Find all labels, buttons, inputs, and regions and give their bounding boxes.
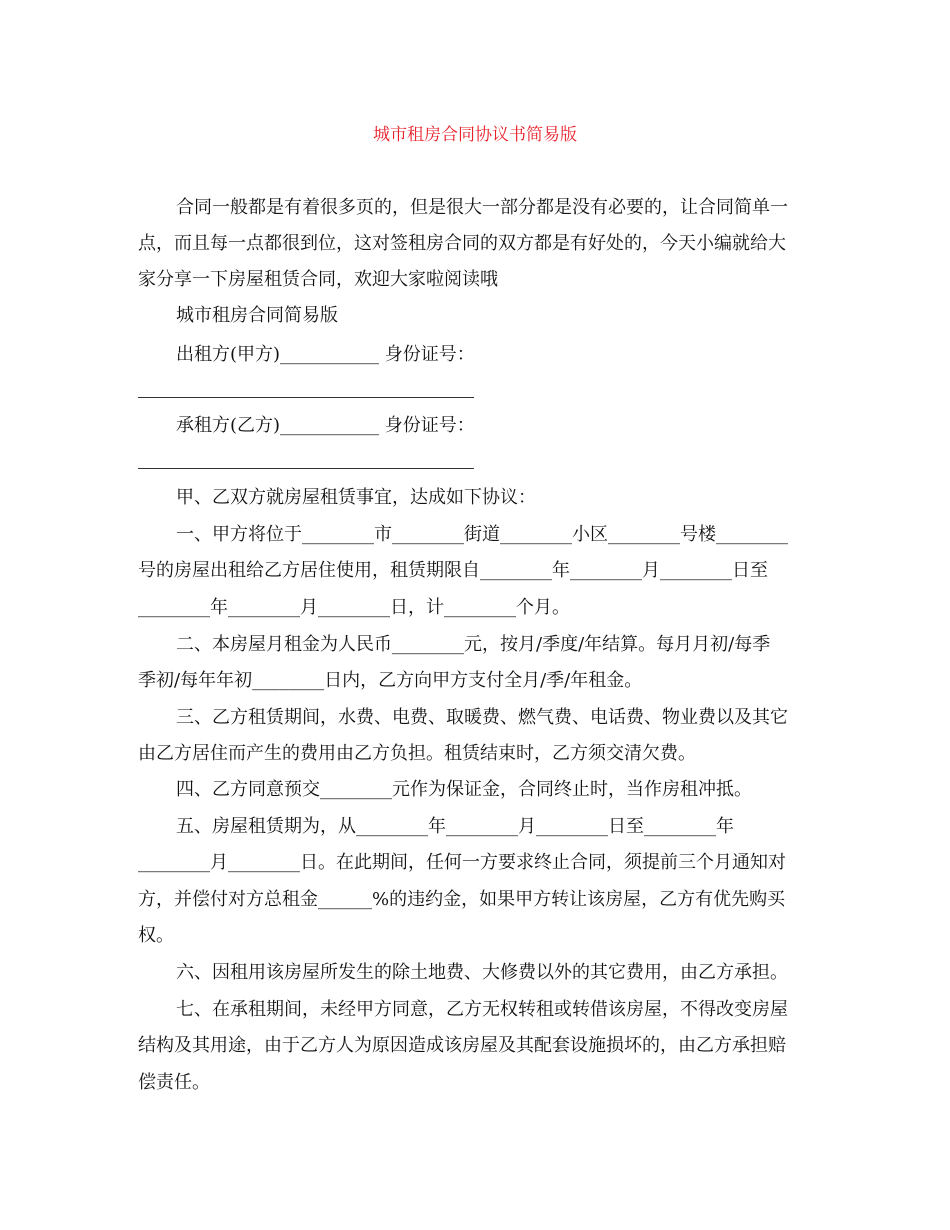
clause-5-line-3: 方，并偿付对方总租金______%的违约金，如果甲方转让该房屋，乙方有优先购买	[138, 889, 786, 910]
intro-line-1: 合同一般都是有着很多页的，但是很大一部分都是没有必要的，让合同简单一	[176, 197, 788, 218]
clause-3-line-2: 由乙方居住而产生的费用由乙方负担。租赁结束时，乙方须交清欠费。	[138, 743, 696, 764]
lessor-id-blank-rule	[138, 397, 474, 398]
clause-2-line-1: 二、本房屋月租金为人民币________元，按月/季度/年结算。每月月初/每季	[176, 634, 771, 655]
clause-2-line-2: 季初/每年年初________日内，乙方向甲方支付全月/季/年租金。	[138, 670, 643, 691]
intro-line-2: 点，而且每一点都很到位，这对签租房合同的双方都是有好处的，今天小编就给大	[138, 233, 786, 254]
clause-1-line-3: ________年________月________日，计________个月。	[138, 597, 570, 618]
intro-line-3: 家分享一下房屋租赁合同，欢迎大家啦阅读哦	[138, 269, 498, 290]
document-title: 城市租房合同协议书简易版	[373, 125, 577, 145]
clause-7-line-1: 七、在承租期间，未经甲方同意，乙方无权转租或转借该房屋，不得改变房屋	[176, 999, 788, 1020]
agreement-intro: 甲、乙双方就房屋租赁事宜，达成如下协议：	[176, 487, 536, 508]
lessee-line: 承租方(乙方)___________ 身份证号：	[176, 415, 475, 436]
clause-7-line-3: 偿责任。	[138, 1072, 210, 1093]
lessor-line: 出租方(甲方)___________ 身份证号：	[176, 344, 475, 365]
clause-3-line-1: 三、乙方租赁期间，水费、电费、取暖费、燃气费、电话费、物业费以及其它	[176, 707, 788, 728]
clause-6-line-1: 六、因租用该房屋所发生的除土地费、大修费以外的其它费用，由乙方承担。	[176, 962, 788, 983]
contract-heading: 城市租房合同简易版	[176, 305, 338, 326]
clause-1-line-1: 一、甲方将位于________市________街道________小区________号楼________	[176, 524, 788, 545]
clause-1-line-2: 号的房屋出租给乙方居住使用，租赁期限自________年________月________日至	[138, 560, 768, 581]
clause-5-line-4: 权。	[138, 925, 174, 946]
clause-7-line-2: 结构及其用途，由于乙方人为原因造成该房屋及其配套设施损坏的，由乙方承担赔	[138, 1035, 786, 1056]
clause-5-line-2: ________月________日。在此期间，任何一方要求终止合同，须提前三个月通知对	[138, 852, 786, 873]
clause-5-line-1: 五、房屋租赁期为，从________年________月________日至________年	[176, 816, 734, 837]
lessee-id-blank-rule	[138, 468, 474, 469]
clause-4-line-1: 四、乙方同意预交________元作为保证金，合同终止时，当作房租冲抵。	[176, 779, 752, 800]
